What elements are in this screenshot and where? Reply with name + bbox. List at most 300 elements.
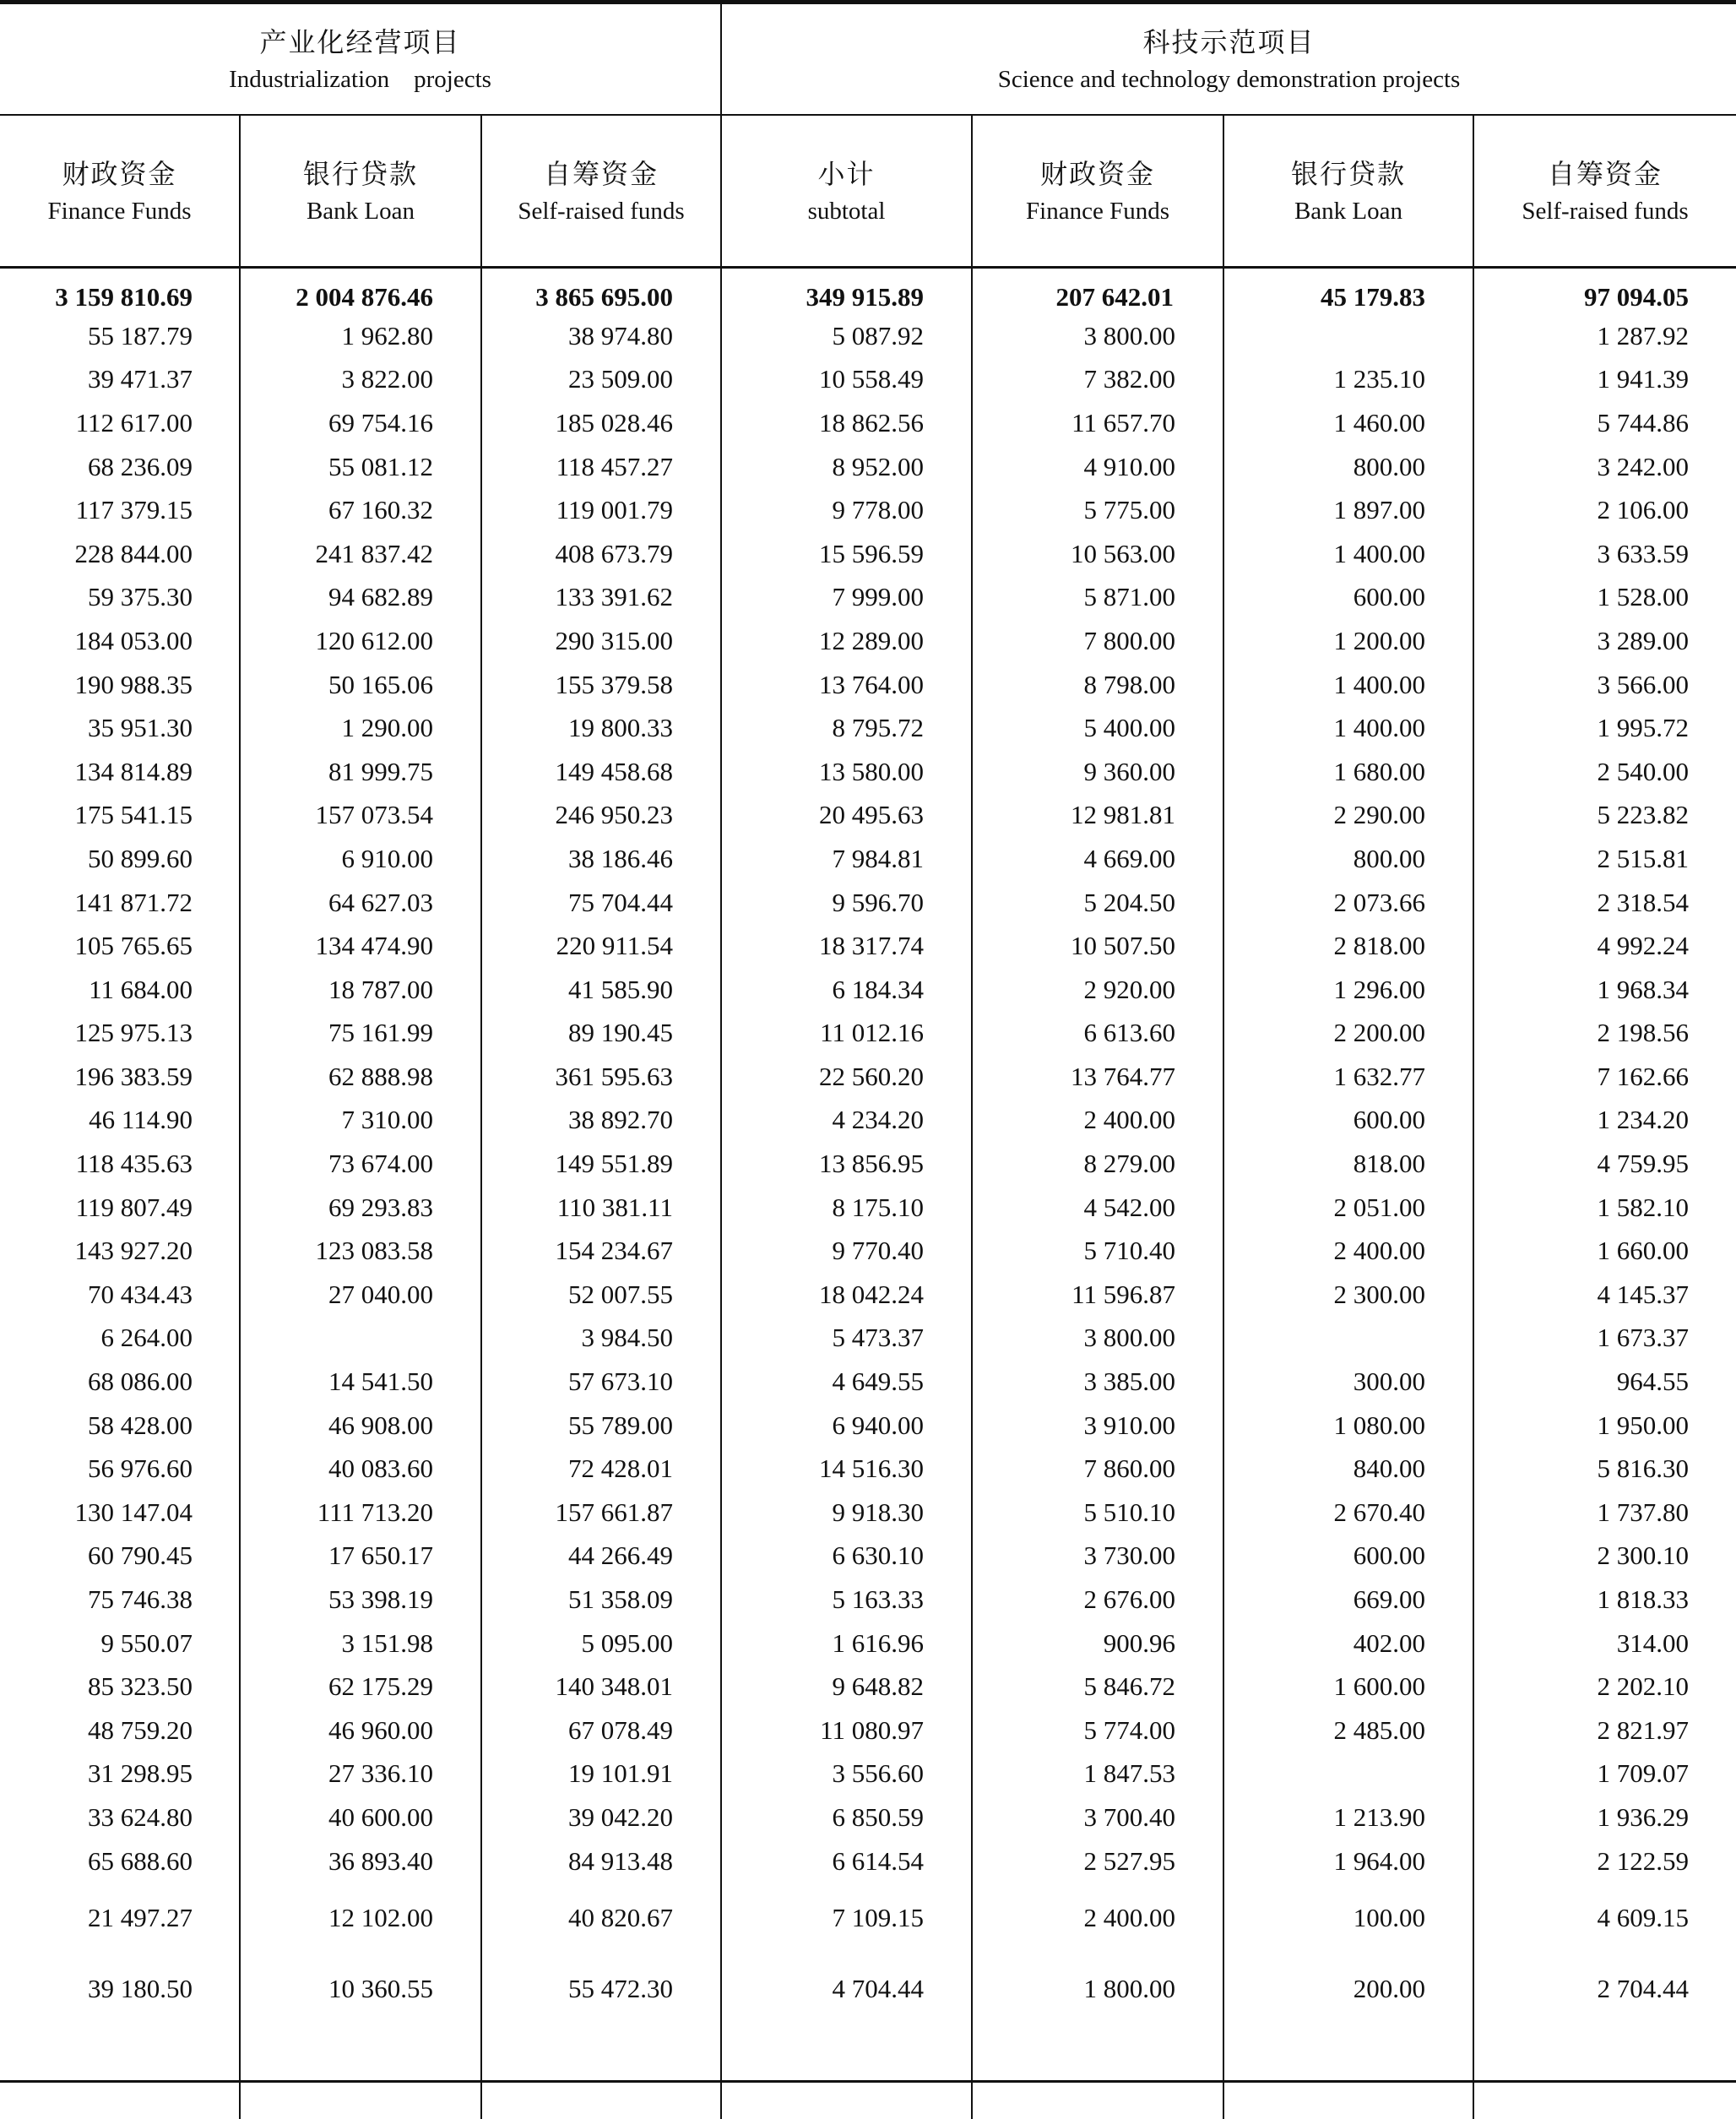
- table-row: [0, 1839, 1736, 1883]
- group-header-industrialization: [0, 3, 721, 116]
- table-cell: 800.00: [1223, 837, 1473, 881]
- table-cell: 81 999.75: [240, 750, 481, 794]
- table-cell: 85 323.50: [0, 1665, 240, 1709]
- table-row: [0, 1447, 1736, 1491]
- table-cell: 4 609.15: [1473, 1883, 1736, 1953]
- table-cell: 2 485.00: [1223, 1709, 1473, 1752]
- table-row: [0, 1535, 1736, 1578]
- table-cell: 10 563.00: [972, 532, 1223, 576]
- table-cell: 175 541.15: [0, 794, 240, 838]
- table-cell: 1 632.77: [1223, 1055, 1473, 1099]
- table-cell: 2 704.44: [1473, 1953, 1736, 2024]
- table-cell: 3 566.00: [1473, 663, 1736, 707]
- table-cell: 1 964.00: [1223, 1839, 1473, 1883]
- table-cell: 2 106.00: [1473, 488, 1736, 532]
- table-cell: 3 556.60: [721, 1752, 972, 1796]
- table-cell: 4 145.37: [1473, 1273, 1736, 1317]
- table-cell: 2 073.66: [1223, 881, 1473, 925]
- table-cell: 2 527.95: [972, 1839, 1223, 1883]
- table-cell: 4 669.00: [972, 837, 1223, 881]
- table-cell: 1 600.00: [1223, 1665, 1473, 1709]
- table-cell: 4 910.00: [972, 445, 1223, 489]
- table-row: [0, 445, 1736, 489]
- table-cell: 6 630.10: [721, 1535, 972, 1578]
- table-cell: 6 184.34: [721, 968, 972, 1012]
- table-cell: 2 920.00: [972, 968, 1223, 1012]
- table-cell: [1223, 1317, 1473, 1361]
- table-row: [0, 1665, 1736, 1709]
- table-cell: 1 400.00: [1223, 663, 1473, 707]
- table-cell: 1 962.80: [240, 314, 481, 358]
- table-cell: 13 580.00: [721, 750, 972, 794]
- table-cell: 62 175.29: [240, 1665, 481, 1709]
- table-cell: 1 818.33: [1473, 1578, 1736, 1622]
- table-cell: 134 474.90: [240, 924, 481, 968]
- table-cell: 1 950.00: [1473, 1404, 1736, 1448]
- table-cell: 349 915.89: [721, 268, 972, 315]
- table-cell: 1 680.00: [1223, 750, 1473, 794]
- table-cell: 184 053.00: [0, 619, 240, 663]
- table-row: [0, 1186, 1736, 1230]
- table-cell: 35 951.30: [0, 706, 240, 750]
- table-cell: 48 759.20: [0, 1709, 240, 1752]
- table-cell: 818.00: [1223, 1142, 1473, 1186]
- table-cell: 50 899.60: [0, 837, 240, 881]
- column-header: [240, 115, 481, 268]
- table-cell: 600.00: [1223, 1099, 1473, 1143]
- blank-cell: [1473, 2024, 1736, 2119]
- table-cell: 40 083.60: [240, 1447, 481, 1491]
- table-cell: 228 844.00: [0, 532, 240, 576]
- table-cell: 6 264.00: [0, 1317, 240, 1361]
- table-cell: 39 042.20: [481, 1796, 721, 1839]
- table-cell: 4 649.55: [721, 1360, 972, 1404]
- table-cell: 361 595.63: [481, 1055, 721, 1099]
- table-cell: 27 336.10: [240, 1752, 481, 1796]
- table-cell: 46 960.00: [240, 1709, 481, 1752]
- table-cell: 2 300.00: [1223, 1273, 1473, 1317]
- table-cell: 117 379.15: [0, 488, 240, 532]
- table-cell: 5 400.00: [972, 706, 1223, 750]
- table-row: [0, 1142, 1736, 1186]
- table-cell: 84 913.48: [481, 1839, 721, 1883]
- table-cell: 408 673.79: [481, 532, 721, 576]
- table-cell: 4 992.24: [1473, 924, 1736, 968]
- table-cell: 13 856.95: [721, 1142, 972, 1186]
- blank-cell: [240, 2024, 481, 2119]
- table-cell: 38 186.46: [481, 837, 721, 881]
- column-header-en: Self-raised funds: [482, 194, 720, 229]
- table-cell: 133 391.62: [481, 576, 721, 620]
- table-cell: 4 542.00: [972, 1186, 1223, 1230]
- table-row: [0, 1953, 1736, 2024]
- table-cell: 58 428.00: [0, 1404, 240, 1448]
- table-cell: 8 175.10: [721, 1186, 972, 1230]
- table-cell: 123 083.58: [240, 1229, 481, 1273]
- table-cell: 900.96: [972, 1622, 1223, 1665]
- blank-cell: [481, 2024, 721, 2119]
- table-cell: 3 242.00: [1473, 445, 1736, 489]
- table-cell: 246 950.23: [481, 794, 721, 838]
- table-cell: 196 383.59: [0, 1055, 240, 1099]
- table-cell: 241 837.42: [240, 532, 481, 576]
- table-cell: 17 650.17: [240, 1535, 481, 1578]
- table-cell: 3 633.59: [1473, 532, 1736, 576]
- table-cell: 18 317.74: [721, 924, 972, 968]
- table-cell: 200.00: [1223, 1953, 1473, 2024]
- table-cell: 300.00: [1223, 1360, 1473, 1404]
- table-cell: 111 713.20: [240, 1491, 481, 1535]
- table-cell: 19 101.91: [481, 1752, 721, 1796]
- table-cell: 5 163.33: [721, 1578, 972, 1622]
- table-cell: 1 200.00: [1223, 619, 1473, 663]
- table-cell: 112 617.00: [0, 401, 240, 445]
- table-row: [0, 619, 1736, 663]
- table-cell: 402.00: [1223, 1622, 1473, 1665]
- table-cell: 4 234.20: [721, 1099, 972, 1143]
- table-cell: 314.00: [1473, 1622, 1736, 1665]
- table-row: [0, 1752, 1736, 1796]
- table-cell: 119 001.79: [481, 488, 721, 532]
- table-cell: 1 616.96: [721, 1622, 972, 1665]
- column-header-en: Bank Loan: [241, 194, 480, 229]
- table-cell: 2 821.97: [1473, 1709, 1736, 1752]
- table-row: [0, 1622, 1736, 1665]
- table-cell: 4 759.95: [1473, 1142, 1736, 1186]
- table-cell: 2 051.00: [1223, 1186, 1473, 1230]
- table-cell: 1 460.00: [1223, 401, 1473, 445]
- table-row: [0, 1273, 1736, 1317]
- table-cell: 2 515.81: [1473, 837, 1736, 881]
- table-cell: 5 816.30: [1473, 1447, 1736, 1491]
- table-row: [0, 1012, 1736, 1056]
- table-cell: 50 165.06: [240, 663, 481, 707]
- table-cell: 3 800.00: [972, 1317, 1223, 1361]
- table-cell: 185 028.46: [481, 401, 721, 445]
- table-cell: 2 670.40: [1223, 1491, 1473, 1535]
- table-cell: 31 298.95: [0, 1752, 240, 1796]
- column-header: [1473, 115, 1736, 268]
- table-cell: 41 585.90: [481, 968, 721, 1012]
- table-cell: 118 435.63: [0, 1142, 240, 1186]
- table-cell: 1 709.07: [1473, 1752, 1736, 1796]
- table-row: [0, 1709, 1736, 1752]
- table-cell: 154 234.67: [481, 1229, 721, 1273]
- table-cell: 70 434.43: [0, 1273, 240, 1317]
- table-cell: 3 984.50: [481, 1317, 721, 1361]
- table-cell: 68 086.00: [0, 1360, 240, 1404]
- blank-cell: [721, 2024, 972, 2119]
- total-row: [0, 268, 1736, 315]
- table-cell: 290 315.00: [481, 619, 721, 663]
- table-cell: 5 846.72: [972, 1665, 1223, 1709]
- table-cell: 110 381.11: [481, 1186, 721, 1230]
- table-cell: 64 627.03: [240, 881, 481, 925]
- table-cell: 2 400.00: [972, 1099, 1223, 1143]
- table-cell: 1 400.00: [1223, 706, 1473, 750]
- table-cell: 6 910.00: [240, 837, 481, 881]
- table-cell: 800.00: [1223, 445, 1473, 489]
- group-title-en: Science and technology demonstration projects: [722, 62, 1736, 97]
- table-cell: 62 888.98: [240, 1055, 481, 1099]
- table-cell: 13 764.00: [721, 663, 972, 707]
- table-cell: 3 385.00: [972, 1360, 1223, 1404]
- table-cell: 8 795.72: [721, 706, 972, 750]
- table-cell: 18 862.56: [721, 401, 972, 445]
- table-cell: 69 293.83: [240, 1186, 481, 1230]
- group-header-row: [0, 3, 1736, 116]
- table-cell: 6 850.59: [721, 1796, 972, 1839]
- table-cell: 3 865 695.00: [481, 268, 721, 315]
- table-cell: 67 078.49: [481, 1709, 721, 1752]
- table-cell: 2 122.59: [1473, 1839, 1736, 1883]
- table-cell: 21 497.27: [0, 1883, 240, 1953]
- table-cell: [1223, 1752, 1473, 1796]
- blank-cell: [0, 2024, 240, 2119]
- table-cell: 1 287.92: [1473, 314, 1736, 358]
- table-row: [0, 1404, 1736, 1448]
- table-row: [0, 1317, 1736, 1361]
- table-cell: 9 648.82: [721, 1665, 972, 1709]
- table-cell: 75 161.99: [240, 1012, 481, 1056]
- table-cell: 1 847.53: [972, 1752, 1223, 1796]
- table-cell: 5 744.86: [1473, 401, 1736, 445]
- table-cell: 59 375.30: [0, 576, 240, 620]
- table-cell: 7 984.81: [721, 837, 972, 881]
- table-row: [0, 358, 1736, 402]
- table-cell: 12 981.81: [972, 794, 1223, 838]
- group-title-zh: 产业化经营项目: [0, 22, 720, 62]
- table-cell: 40 820.67: [481, 1883, 721, 1953]
- table-body: [0, 268, 1736, 2119]
- column-header-en: Bank Loan: [1224, 194, 1473, 229]
- table-cell: 27 040.00: [240, 1273, 481, 1317]
- table-cell: 33 624.80: [0, 1796, 240, 1839]
- table-cell: 10 558.49: [721, 358, 972, 402]
- table-cell: 1 290.00: [240, 706, 481, 750]
- table-cell: 9 596.70: [721, 881, 972, 925]
- table-cell: 3 730.00: [972, 1535, 1223, 1578]
- table-row: [0, 968, 1736, 1012]
- table-cell: 5 510.10: [972, 1491, 1223, 1535]
- table-row: [0, 1360, 1736, 1404]
- table-row: [0, 532, 1736, 576]
- table-row: [0, 706, 1736, 750]
- table-cell: 2 202.10: [1473, 1665, 1736, 1709]
- table-cell: 6 614.54: [721, 1839, 972, 1883]
- table-cell: 18 042.24: [721, 1273, 972, 1317]
- table-cell: 38 892.70: [481, 1099, 721, 1143]
- table-cell: 67 160.32: [240, 488, 481, 532]
- table-cell: 119 807.49: [0, 1186, 240, 1230]
- table-cell: 130 147.04: [0, 1491, 240, 1535]
- table-cell: 157 661.87: [481, 1491, 721, 1535]
- table-cell: 1 400.00: [1223, 532, 1473, 576]
- table-cell: 18 787.00: [240, 968, 481, 1012]
- table-row: [0, 1578, 1736, 1622]
- bottom-rule: [0, 2080, 1736, 2083]
- table-row: [0, 1883, 1736, 1953]
- table-cell: 44 266.49: [481, 1535, 721, 1578]
- table-cell: 143 927.20: [0, 1229, 240, 1273]
- table-cell: 75 704.44: [481, 881, 721, 925]
- table-cell: 1 737.80: [1473, 1491, 1736, 1535]
- column-header-zh: 银行贷款: [1224, 154, 1473, 194]
- table-cell: 207 642.01: [972, 268, 1223, 315]
- table-cell: 149 551.89: [481, 1142, 721, 1186]
- column-header-en: Self-raised funds: [1474, 194, 1736, 229]
- table-cell: 56 976.60: [0, 1447, 240, 1491]
- table-cell: 7 860.00: [972, 1447, 1223, 1491]
- table-cell: 2 400.00: [1223, 1229, 1473, 1273]
- table-cell: 39 471.37: [0, 358, 240, 402]
- table-cell: 55 472.30: [481, 1953, 721, 2024]
- table-cell: 1 968.34: [1473, 968, 1736, 1012]
- column-header-zh: 小计: [722, 154, 971, 194]
- table-cell: 3 910.00: [972, 1404, 1223, 1448]
- table-cell: 140 348.01: [481, 1665, 721, 1709]
- table-row: [0, 401, 1736, 445]
- column-header-row: [0, 115, 1736, 268]
- table-cell: 5 087.92: [721, 314, 972, 358]
- table-cell: 13 764.77: [972, 1055, 1223, 1099]
- table-cell: 1 296.00: [1223, 968, 1473, 1012]
- table-cell: 36 893.40: [240, 1839, 481, 1883]
- table-cell: 97 094.05: [1473, 268, 1736, 315]
- table-cell: 3 700.40: [972, 1796, 1223, 1839]
- table-cell: 6 940.00: [721, 1404, 972, 1448]
- table-cell: 149 458.68: [481, 750, 721, 794]
- table-cell: 5 223.82: [1473, 794, 1736, 838]
- table-cell: 1 936.29: [1473, 1796, 1736, 1839]
- table-cell: 65 688.60: [0, 1839, 240, 1883]
- table-cell: 105 765.65: [0, 924, 240, 968]
- column-header-zh: 银行贷款: [241, 154, 480, 194]
- table-cell: 9 770.40: [721, 1229, 972, 1273]
- table-cell: 57 673.10: [481, 1360, 721, 1404]
- table-cell: 55 081.12: [240, 445, 481, 489]
- table-cell: 15 596.59: [721, 532, 972, 576]
- table-cell: 9 550.07: [0, 1622, 240, 1665]
- table-cell: 4 704.44: [721, 1953, 972, 2024]
- column-header: [721, 115, 972, 268]
- table-cell: 9 918.30: [721, 1491, 972, 1535]
- table-cell: 10 507.50: [972, 924, 1223, 968]
- table-cell: [240, 1317, 481, 1361]
- table-cell: 2 198.56: [1473, 1012, 1736, 1056]
- table-cell: 3 289.00: [1473, 619, 1736, 663]
- column-header-en: Finance Funds: [973, 194, 1223, 229]
- table-cell: 55 789.00: [481, 1404, 721, 1448]
- table-cell: 1 080.00: [1223, 1404, 1473, 1448]
- blank-row: [0, 2024, 1736, 2119]
- table-row: [0, 750, 1736, 794]
- table-cell: 2 004 876.46: [240, 268, 481, 315]
- group-title-zh: 科技示范项目: [722, 22, 1736, 62]
- table-cell: 55 187.79: [0, 314, 240, 358]
- table-cell: 10 360.55: [240, 1953, 481, 2024]
- column-header-en: Finance Funds: [0, 194, 239, 229]
- column-header-zh: 自筹资金: [482, 154, 720, 194]
- table-cell: 20 495.63: [721, 794, 972, 838]
- table-cell: 5 871.00: [972, 576, 1223, 620]
- table-cell: 11 080.97: [721, 1709, 972, 1752]
- table-cell: 14 541.50: [240, 1360, 481, 1404]
- table-cell: 1 673.37: [1473, 1317, 1736, 1361]
- table-cell: 125 975.13: [0, 1012, 240, 1056]
- table-cell: 134 814.89: [0, 750, 240, 794]
- table-cell: 53 398.19: [240, 1578, 481, 1622]
- table-cell: 2 676.00: [972, 1578, 1223, 1622]
- table-cell: 5 710.40: [972, 1229, 1223, 1273]
- group-title-en: Industrialization projects: [0, 62, 720, 97]
- column-header-zh: 自筹资金: [1474, 154, 1736, 194]
- table-cell: 2 540.00: [1473, 750, 1736, 794]
- column-header: [972, 115, 1223, 268]
- group-header-science-tech: [721, 3, 1736, 116]
- table-cell: 46 908.00: [240, 1404, 481, 1448]
- table-cell: 2 290.00: [1223, 794, 1473, 838]
- table-cell: 68 236.09: [0, 445, 240, 489]
- table-row: [0, 663, 1736, 707]
- table-row: [0, 1796, 1736, 1839]
- table-cell: [1223, 314, 1473, 358]
- table-cell: 1 213.90: [1223, 1796, 1473, 1839]
- table-cell: 964.55: [1473, 1360, 1736, 1404]
- table-cell: 11 012.16: [721, 1012, 972, 1056]
- table-row: [0, 1229, 1736, 1273]
- table-cell: 2 200.00: [1223, 1012, 1473, 1056]
- table-cell: 40 600.00: [240, 1796, 481, 1839]
- table-cell: 1 941.39: [1473, 358, 1736, 402]
- table-cell: 155 379.58: [481, 663, 721, 707]
- table-row: [0, 924, 1736, 968]
- table-row: [0, 837, 1736, 881]
- table-cell: 220 911.54: [481, 924, 721, 968]
- table-cell: 7 109.15: [721, 1883, 972, 1953]
- table-cell: 75 746.38: [0, 1578, 240, 1622]
- table-cell: 1 582.10: [1473, 1186, 1736, 1230]
- table-cell: 12 102.00: [240, 1883, 481, 1953]
- table-cell: 11 684.00: [0, 968, 240, 1012]
- table-cell: 3 800.00: [972, 314, 1223, 358]
- table-cell: 22 560.20: [721, 1055, 972, 1099]
- blank-cell: [1223, 2024, 1473, 2119]
- table-row: [0, 881, 1736, 925]
- table-row: [0, 794, 1736, 838]
- table-cell: 669.00: [1223, 1578, 1473, 1622]
- table-cell: 19 800.33: [481, 706, 721, 750]
- table-cell: 5 473.37: [721, 1317, 972, 1361]
- table-cell: 600.00: [1223, 1535, 1473, 1578]
- table-cell: 51 358.09: [481, 1578, 721, 1622]
- table-cell: 52 007.55: [481, 1273, 721, 1317]
- column-header-zh: 财政资金: [973, 154, 1223, 194]
- table-cell: 94 682.89: [240, 576, 481, 620]
- table-cell: 1 800.00: [972, 1953, 1223, 2024]
- blank-cell: [972, 2024, 1223, 2119]
- table-cell: 11 596.87: [972, 1273, 1223, 1317]
- table-cell: 8 798.00: [972, 663, 1223, 707]
- table-cell: 1 660.00: [1473, 1229, 1736, 1273]
- table-cell: 6 613.60: [972, 1012, 1223, 1056]
- table-cell: 89 190.45: [481, 1012, 721, 1056]
- table-row: [0, 1491, 1736, 1535]
- table-cell: 39 180.50: [0, 1953, 240, 2024]
- table-cell: 3 822.00: [240, 358, 481, 402]
- table-cell: 38 974.80: [481, 314, 721, 358]
- table-cell: 2 818.00: [1223, 924, 1473, 968]
